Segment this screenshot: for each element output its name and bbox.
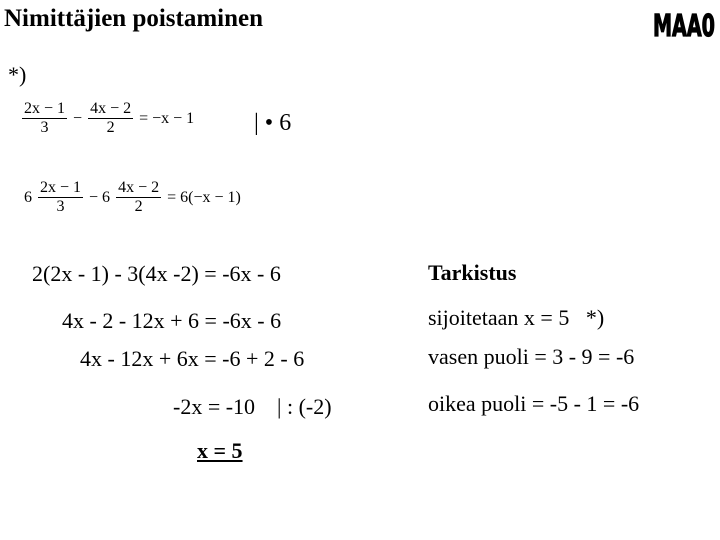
right-hand-side: = 6(−x − 1) xyxy=(167,188,241,206)
denominator: 3 xyxy=(40,119,49,137)
equation-original xyxy=(22,100,196,138)
course-logo xyxy=(652,2,716,47)
multiplier-note: | • 6 xyxy=(254,110,292,136)
check-line-left: vasen puoli = 3 - 9 = -6 xyxy=(428,344,635,369)
logo-text: MAA0 xyxy=(653,9,715,42)
check-heading: Tarkistus xyxy=(428,260,517,285)
solution-result: x = 5 xyxy=(197,438,243,463)
step-1: 2(2x - 1) - 3(4x -2) = -6x - 6 xyxy=(32,261,281,286)
step-3: 4x - 12x + 6x = -6 + 2 - 6 xyxy=(80,346,305,371)
numerator: 2x − 1 xyxy=(22,100,67,119)
fraction-right xyxy=(88,100,133,138)
check-line-substitute: sijoitetaan x = 5 *) xyxy=(428,305,605,330)
right-hand-side: = −x − 1 xyxy=(139,109,195,127)
denominator: 2 xyxy=(134,198,143,216)
step-2: 4x - 2 - 12x + 6 = -6x - 6 xyxy=(62,308,282,333)
fraction-left xyxy=(38,179,83,217)
equation-multiplied xyxy=(22,179,243,217)
fraction-left xyxy=(22,100,67,138)
denominator: 3 xyxy=(56,198,65,216)
numerator: 4x − 2 xyxy=(88,100,133,119)
numerator: 2x − 1 xyxy=(38,179,83,198)
operator: − 6 xyxy=(89,188,111,206)
fraction-right xyxy=(116,179,161,217)
operator: − xyxy=(73,109,83,127)
footnote-marker: *) xyxy=(8,62,27,87)
check-line-right: oikea puoli = -5 - 1 = -6 xyxy=(428,391,640,416)
step-4: -2x = -10 | : (-2) xyxy=(173,394,332,419)
denominator: 2 xyxy=(106,119,115,137)
coefficient: 6 xyxy=(24,188,32,206)
page-title: Nimittäjien poistaminen xyxy=(4,5,264,32)
numerator: 4x − 2 xyxy=(116,179,161,198)
